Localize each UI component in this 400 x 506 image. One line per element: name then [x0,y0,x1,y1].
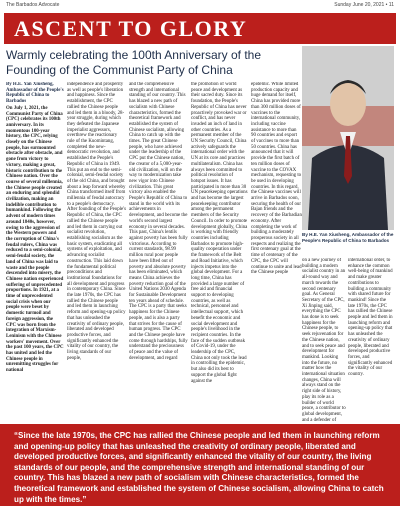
article-text-col7: international order, to enhance the common well-being of mankind and make greater contributions to building a community with shared future for mankind! Since the late 1970s, the CPC has rallied the Chinese people and led them in launching reform and opening-up policy that has unleashed the creativity of ordinary people, liberated and developed productive forces, and significantly enhanced the vitality of our country. [348,258,393,378]
article-column-3 [129,82,188,422]
article-byline: By H.E. Yan Xiusheng, Ambassador of the People's Republic of China to Barbados [6,82,64,105]
article-column-6 [302,258,346,422]
article-column-7 [348,258,394,422]
article-text-col2: independence and prosperity as well as people's liberation and happiness. Since the establishment, the CPC rallied the Chinese people and led them in a bloody, 28-year struggle, during which they defeated the Japanese imperialist aggressors, overthrew the reactionary rule of the Kuomintang, completed the new-democratic revolution, and established the People's Republic of China in 1949. This put an end to the semi-colonial, semi-feudal society of the old China, and brought about a leap forward whereby China transformed itself from millennia of feudal autocracy to a people's democracy. After founding of the People's Republic of China, the CPC rallied the Chinese people and led them in carrying out socialist revolution, establishing socialism as the basic system, eradicating all systems of exploitation, and advancing socialist construction. This laid down the fundamental political preconditions and institutional foundations for all development and progress in contemporary China. Since the late 1970s, the CPC has rallied the Chinese people and led them in launching reform and opening-up policy that has unleashed the creativity of ordinary people, liberated and developed productive forces, and significantly enhanced the vitality of our country, the living standards of our people, [67,82,126,361]
article-text-col6: on a new journey of building a modern socialist country in an all-round way and march towards the second centenary goal. As General Secretary of the CPC, Xi Jinping said, everything the CPC has done is to seek happiness for the Chinese people, to seek rejuvenation for the Chinese nation, and to seek peace and development for mankind. Looking into the future, no matter how the international situation changes, China will always stand on the right side of history, play its role as a builder of world peace, a contributor to global development, and a defender of [302,258,346,422]
article-text-col5: epidemic. While limited production capacity and huge demand for itself, China has provided more than 300 million doses of vaccines to the international community, including vaccine assistance to more than 90 countries and export of vaccines to more than 50 countries. China has announced that it will provide the first batch of ten million doses of vaccine to the COVAX mechanism, requesting to be used in developing countries. In this regard, the Chinese vaccines will arrive in Barbados soon, securing the health of our Bajan friends and the recovery of the Barbadian economy. After completing the work of building a moderately prosperous society in all respects and realizing the first centenary goal at the time of centenary of the CPC, the CPC will continue to unite and lead the Chinese people [251,82,302,276]
pull-quote: “Since the late 1970s, the CPC has rallied the Chinese people and led them in launching reform and opening-up policy that has unleashed the creativity of ordinary people, liberated and developed productive forces, and significantly enhanced the vitality of our country, the living standards of our people, and the comprehensive strength and international standing of our country. This has blazed a new path of socialism with Chinese characteristics, formed the theoretical framework and established the system of Chinese socialism, allowing China to catch up with the times.” [0,424,400,506]
article-text-col1: On July 1, 2021, the Communist Party of China (CPC) celebrates its 100th anniversary. In its momentous 100-year history, the CPC, relying closely on the Chinese people, has surmounted obstacle after obstacle, and gone from victory to victory, making a great, historic contribution to the Chinese nation. Over the course of several millennia, the Chinese people created an enduring and splendid civilization, making an indelible contribution to humankind. Following the advent of modern times around 1840s, however, owing to the aggression of the Western powers and the corruption of China's feudal rulers, China was reduced to a semi-colonial, semi-feudal society, the land of China was laid to waste and the people descended into misery, the Chinese nation experienced suffering of unprecedented proportions. In 1921, at a time of unprecedented social crisis when our people were beset by domestic turmoil and foreign aggression, the CPC was born from the integration of Marxism-Leninism with the Chinese workers' movement. Over the past 100 years, the CPC has united and led the Chinese people in unremitting struggles for national [6,105,64,374]
article-column-1 [6,82,64,422]
photo-caption: By H.E. Yan Xiusheng, Ambassador of the People's Republic of China to Barbados [302,232,394,243]
date-page-number: Sunday June 20, 2021 • 11 [334,2,394,8]
headline-title: ASCENT TO GLORY [14,15,248,41]
subheadline: Warmly celebrating the 100th Anniversary of the Founding of the Communist Party of China [6,48,262,77]
page-header [0,0,400,10]
headline-banner [4,13,396,44]
article-column-4 [191,82,248,422]
article-text-col3: and the comprehensive strength and international standing of our country. This has blazed a new path of socialism with Chinese characteristics, formed the theoretical framework and established the system of Chinese socialism, allowing China to catch up with the times. The great Chinese people, who have achieved under the leadership of the CPC put the Chinese nation, the creator of a 5,000-year-old civilization, will on the way to modernization take new vigor into Chinese civilization. This great victory also enabled the People's Republic of China to stand in the world with its achievements in development, and become the world's second largest economy in several decades. This past, China's lentils against poverty has been fully victorious. According to current standards, 98.99 million rural poor people have been lifted out of poverty and absolute poverty has been eliminated, which means China achieves the poverty reduction goal of the United Nations 2030 Agenda for Sustainable Development ten years ahead of schedule. The CPC is a party that seeks happiness for the Chinese people, and is also a party that strives for the cause of human progress. The CPC and the Chinese people have come through hardships, fully understand the preciousness of peace and the value of development, and regard [129,82,188,361]
article-column-2 [67,82,126,422]
article-column-5 [251,82,302,422]
publication-name: The Barbados Advocate [6,2,60,8]
article-text-col4: the promotion of world peace and development as their sacred duty. Since its foundation, the People's Republic of China has never proactively provoked war or conflict, and has never invaded an inch of land in other countries. As a permanent member of the UN Security Council, China actively safeguards the international order with the UN at its core and practices multilateralism. China has always been committed to political resolution of hotspot issues. It has participated in more than 30 UN peacekeeping operations and has become the largest peacekeeping contributor among the permanent members of the Security Council. In order to promote development globally, China is working with friendly countries including Barbados to promote high-quality cooperation under the framework of the Belt and Road Initiative, which injects impetus into the global development. For a long time, China has provided a large number of free aid and financial support to developing countries, as well as technical, personnel and intellectual support, which benefit the economic and social development and people's livelihood in the recipient countries. In the face of the sudden outbreak of Covid-19, under the leadership of the CPC, China not only took the lead in controlling the epidemic, but also did its best to support the global fight against the [191,82,248,384]
article-body [6,82,394,422]
